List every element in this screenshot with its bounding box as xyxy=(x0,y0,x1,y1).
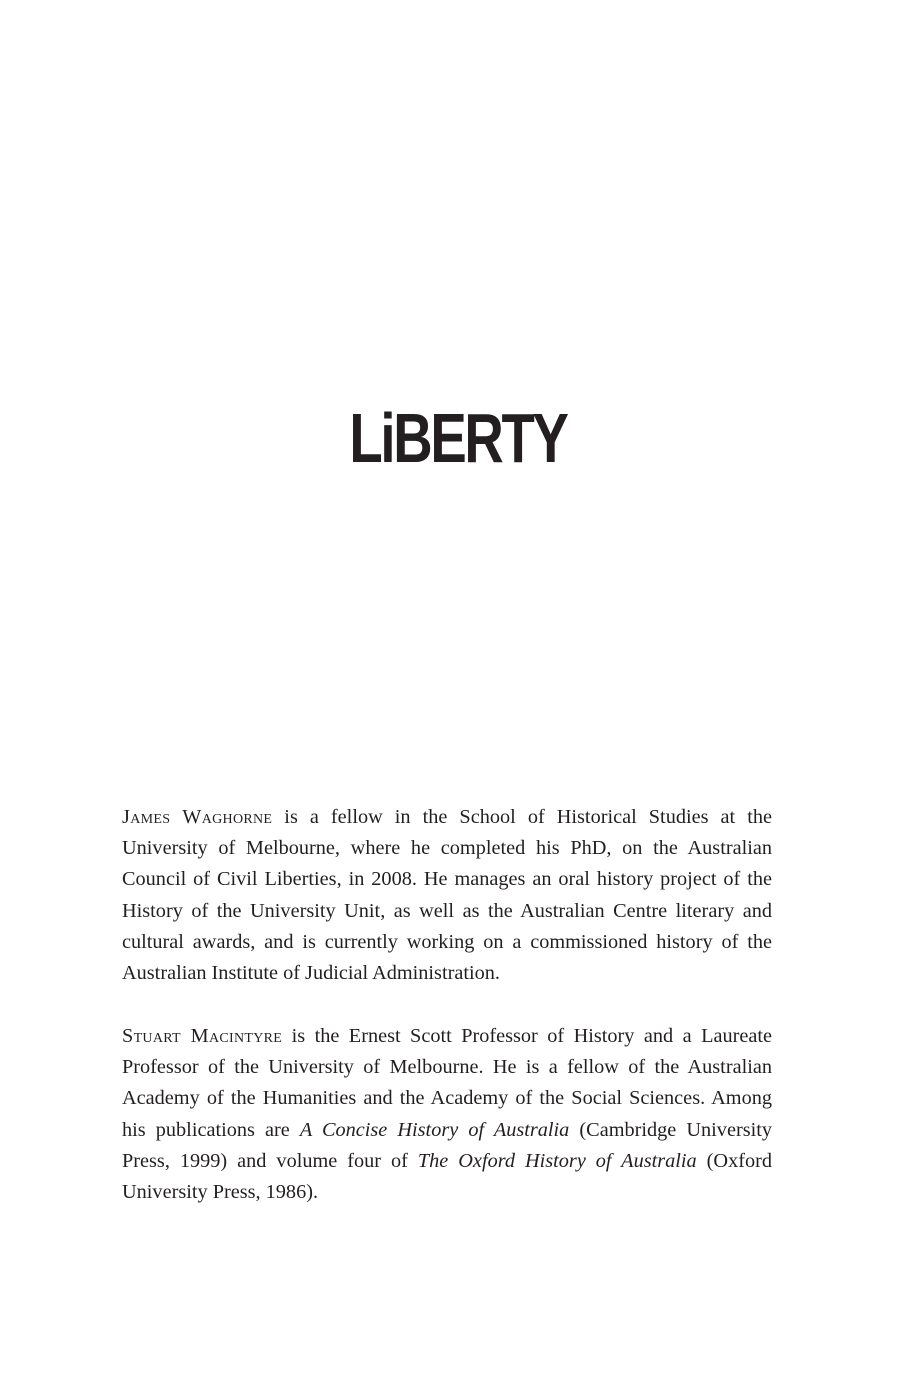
book-title-citation: A Concise History of Australia xyxy=(299,1118,570,1141)
book-title-citation: The Oxford History of Australia xyxy=(417,1149,697,1172)
bio-text: (Oxford University Press, 1986). xyxy=(122,1149,772,1204)
author-bio-waghorne xyxy=(122,802,772,989)
bio-text: is the Ernest Scott Professor of History and a Laureate Professor of the University of Melbourne. He is a fellow of the Australian Academy of the Humanities and the Academy of the Social Sciences. Among his publications are xyxy=(122,1025,772,1141)
author-bio-macintyre xyxy=(122,1021,772,1208)
bio-text: (Cambridge University Press, 1999) and volume four of xyxy=(122,1118,772,1172)
author-name: Stuart Macintyre xyxy=(122,1025,283,1047)
author-name: James Waghorne xyxy=(122,806,273,828)
bio-text: is a fellow in the School of Historical Studies at the University of Melbourne, where he completed his PhD, on the Australian Council of Civil Liberties, in 2008. He manages an oral history project of the History of the University Unit, as well as the Australian Centre literary and cultural awards, and is currently working on a commissioned history of the Australian Institute of Judicial Administration. xyxy=(122,806,773,985)
book-title: LiBERTY xyxy=(349,399,567,477)
